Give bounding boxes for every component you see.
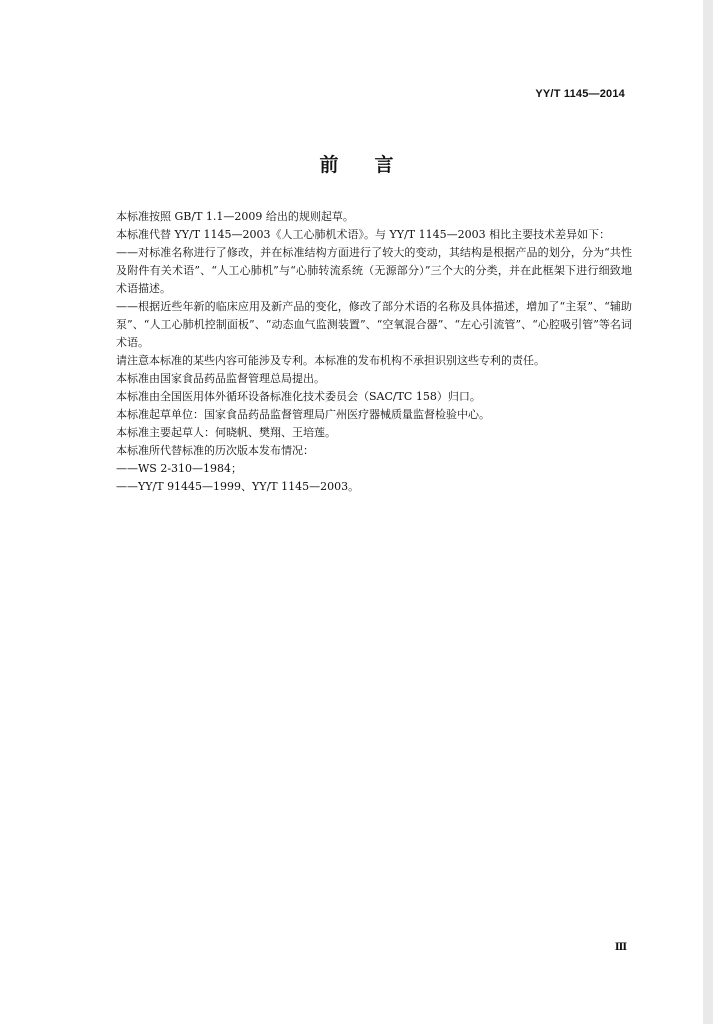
page-number: Ⅲ xyxy=(614,942,627,953)
paragraph-technical-committee: 本标准由全国医用体外循环设备标准化技术委员会（SAC/TC 158）归口。 xyxy=(116,390,481,403)
history-item-1999-2003: ——YY/T 91445—1999、YY/T 1145—2003。 xyxy=(116,480,360,493)
page-title: 前言 xyxy=(319,154,430,176)
paragraph-drafters: 本标准主要起草人：何晓帆、樊翔、王培莲。 xyxy=(116,426,336,439)
paragraph-history-intro: 本标准所代替标准的历次版本发布情况： xyxy=(116,444,314,457)
foreword-body xyxy=(94,208,632,496)
paragraph-drafting-unit: 本标准起草单位：国家食品药品监督管理局广州医疗器械质量监督检验中心。 xyxy=(116,408,490,421)
paragraph-drafting-rules: 本标准按照 GB/T 1.1—2009 给出的规则起草。 xyxy=(116,210,354,223)
change-item-terms: ——根据近些年新的临床应用及新产品的变化，修改了部分术语的名称及具体描述，增加了“主泵”、“辅助泵”、“人工心肺机控制面板”、“动态血气监测装置”、“空氧混合器”、“左心引流管”、“心腔吸引管”等名词术语。 xyxy=(116,300,632,349)
change-item-name-structure: ——对标准名称进行了修改，并在标准结构方面进行了较大的变动，其结构是根据产品的划分，分为“共性及附件有关术语”、“人工心肺机”与“心肺转流系统（无源部分）”三个大的分类，并在此框架下进行细致地术语描述。 xyxy=(116,246,632,295)
history-item-1984: ——WS 2-310—1984； xyxy=(116,462,243,475)
paragraph-replacement: 本标准代替 YY/T 1145—2003《人工心肺机术语》。与 YY/T 1145—2003 相比主要技术差异如下： xyxy=(116,228,611,241)
paragraph-proposer: 本标准由国家食品药品监督管理总局提出。 xyxy=(116,372,325,385)
standard-code: YY/T 1145—2014 xyxy=(535,88,625,100)
paragraph-patent-notice: 请注意本标准的某些内容可能涉及专利。本标准的发布机构不承担识别这些专利的责任。 xyxy=(116,354,545,367)
